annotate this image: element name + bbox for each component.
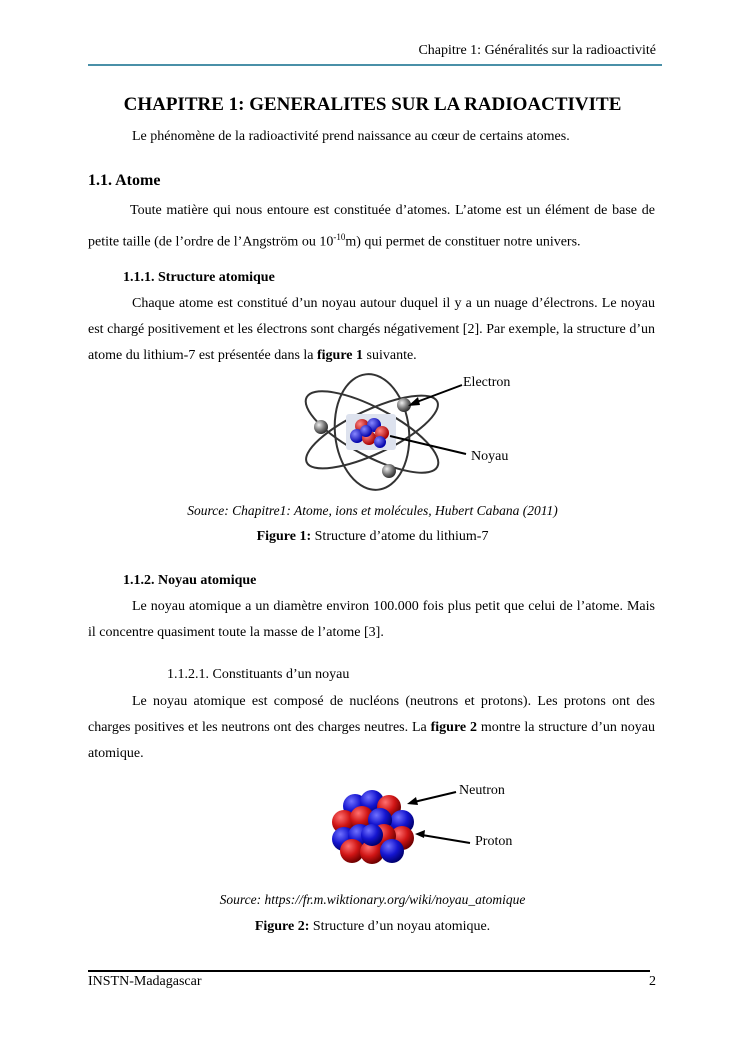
footer-rule [88, 970, 650, 972]
page-number: 2 [649, 974, 656, 989]
atome-paragraph: Toute matière qui nous entoure est constituée d’atomes. L’atome est un élément de base de petite taille (de l’ordre de l’Angström ou $10^{-10}m$) qui permet de constituer notre univers. [88, 203, 655, 250]
electron-2 [314, 420, 328, 434]
running-header: Chapitre 1: Généralités sur la radioactivité [418, 43, 656, 58]
electron-3 [382, 464, 396, 478]
constituants-paragraph: Le noyau atomique est composé de nucléons (neutrons et protons). Les protons ont des charges positives et les neutrons ont des charges neutres. La figure 2 montre la structure d’un noyau atomique. [88, 694, 655, 761]
nucleus-figure [322, 778, 482, 878]
figure1-label-noyau: Noyau [471, 449, 509, 464]
section-title-noyau: 1.1.2. Noyau atomique [123, 573, 257, 588]
lithium-atom-figure [296, 370, 556, 500]
figure1-source: Source: Chapitre1: Atome, ions et molécules, Hubert Cabana (2011) [187, 503, 558, 518]
neutron-pointer-arrow [407, 792, 456, 805]
figure2-caption: Figure 2: Structure d’un noyau atomique. [254, 919, 491, 934]
lithium-nucleus [346, 414, 396, 450]
proton-pointer-arrow [415, 830, 470, 843]
figure1-caption: Figure 1: Structure d’atome du lithium-7 [256, 529, 489, 544]
figure1-label-electron: Electron [463, 375, 511, 390]
nucleus-pointer-arrow [390, 436, 466, 454]
footer-institution: INSTN-Madagascar [88, 974, 202, 989]
section-title-constituants: 1.1.2.1. Constituants d’un noyau [167, 667, 350, 682]
section-title-structure: 1.1.1. Structure atomique [123, 270, 275, 285]
figure2-label-neutron: Neutron [459, 783, 505, 798]
structure-paragraph: Chaque atome est constitué d’un noyau autour duquel il y a un nuage d’électrons. Le noyau est chargé positivement et les électrons sont chargés négativement [2]. Par exemple, la structure d’un atome du lithium-7 est présentée dans la figure 1 suivante. [88, 296, 655, 363]
nucleons-cluster [332, 790, 414, 864]
intro-paragraph: Le phénomène de la radioactivité prend naissance au cœur de certains atomes. [132, 129, 570, 144]
chapter-title: CHAPITRE 1: GENERALITES SUR LA RADIOACTIVITE [123, 94, 622, 115]
header-rule [88, 64, 662, 66]
noyau-paragraph: Le noyau atomique a un diamètre environ 100.000 fois plus petit que celui de l’atome. Mais il concentre quasiment toute la masse de l’atome [3]. [88, 599, 655, 640]
figure2-source: Source: https://fr.m.wiktionary.org/wiki/noyau_atomique [219, 892, 526, 907]
figure2-label-proton: Proton [475, 834, 513, 849]
section-title-atome: 1.1. Atome [88, 172, 161, 189]
electron-1 [397, 398, 411, 412]
